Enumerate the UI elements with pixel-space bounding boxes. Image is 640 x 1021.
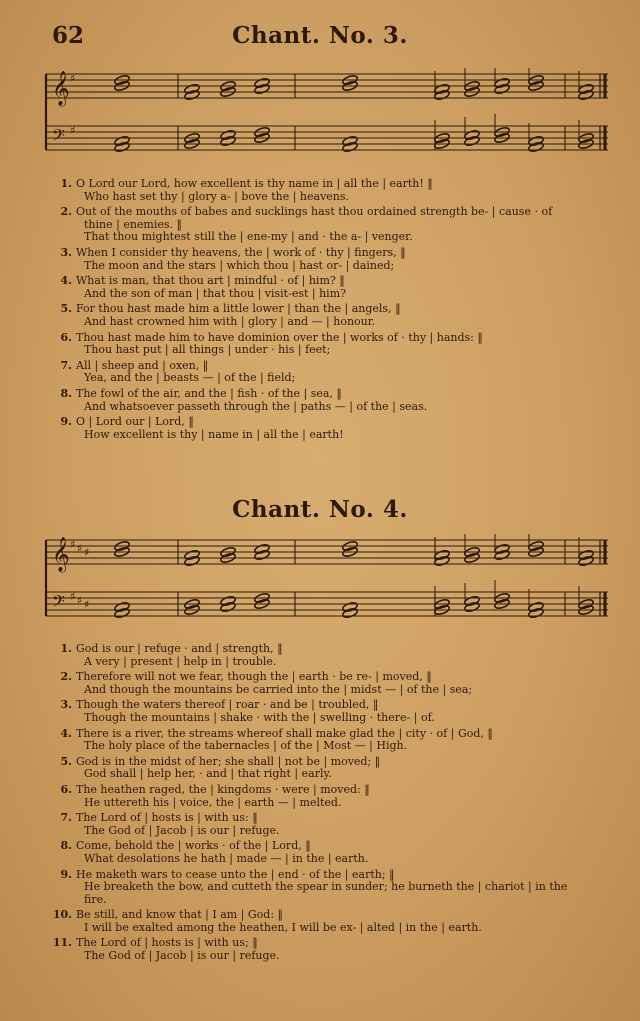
verse bbox=[52, 247, 612, 272]
verse-number: 10. bbox=[52, 908, 72, 922]
verse bbox=[52, 699, 612, 724]
note-head bbox=[220, 601, 236, 612]
verse bbox=[52, 671, 612, 696]
note-head bbox=[528, 135, 544, 146]
verse-text: That thou mightest still the | ene-my | and · the a- | venger. bbox=[84, 230, 413, 244]
verse-line bbox=[52, 909, 612, 922]
verse-line bbox=[52, 712, 612, 725]
verse bbox=[52, 416, 612, 441]
verse-text: God shall | help her, · and | that right | early. bbox=[84, 767, 332, 781]
note-head bbox=[114, 607, 130, 618]
chant-4-music-staff bbox=[40, 534, 612, 634]
verse-number: 5. bbox=[60, 302, 72, 316]
note-head bbox=[114, 141, 130, 152]
verse bbox=[52, 178, 612, 203]
verse bbox=[52, 643, 612, 668]
verse-text: For thou hast made him a little lower | than the | angels, ‖ bbox=[76, 302, 401, 316]
verse-text: Therefore will not we fear, though the | earth · be re- | moved, ‖ bbox=[76, 670, 432, 684]
verse-number: 4. bbox=[60, 274, 72, 288]
verse-text: O Lord our Lord, how excellent is thy name in | all the | earth! ‖ bbox=[76, 177, 433, 190]
verse-text: fire. bbox=[84, 892, 107, 906]
verse-text: All | sheep and | oxen, ‖ bbox=[76, 358, 209, 372]
note-head bbox=[254, 549, 270, 560]
verse-number: 2. bbox=[60, 205, 72, 219]
verse-line bbox=[52, 797, 612, 810]
verse-number: 9. bbox=[60, 415, 72, 429]
sharp-icon: ♯ bbox=[70, 538, 76, 551]
note-head bbox=[184, 549, 200, 560]
note-head bbox=[220, 129, 236, 140]
verse bbox=[52, 909, 612, 934]
verse-line bbox=[52, 784, 612, 797]
verse-line bbox=[52, 768, 612, 781]
verse-text: God is in the midst of her; she shall | not be | moved; ‖ bbox=[76, 754, 381, 768]
verse-text: The heathen raged, the | kingdoms · were | moved: ‖ bbox=[76, 782, 370, 796]
page-number: 62 bbox=[52, 22, 85, 49]
verse-line bbox=[52, 671, 612, 684]
verse-text: The God of | Jacob | is our | refuge. bbox=[84, 949, 280, 963]
verse bbox=[52, 360, 612, 385]
note-head bbox=[494, 549, 510, 560]
verse-text: What is man, that thou art | mindful · of | him? ‖ bbox=[76, 274, 345, 288]
verse bbox=[52, 756, 612, 781]
note-head bbox=[578, 555, 594, 566]
verse-text: Though the mountains | shake · with the | swelling · there- | of. bbox=[84, 710, 435, 724]
verse-line bbox=[52, 950, 612, 963]
note-head bbox=[528, 601, 544, 612]
note-head bbox=[342, 607, 358, 618]
chant-3-music-staff bbox=[40, 68, 612, 168]
verse-text: What desolations he hath | made — | in the | earth. bbox=[84, 851, 369, 865]
verse-number: 11. bbox=[52, 936, 72, 950]
verse-text: The Lord of | hosts is | with us: ‖ bbox=[76, 811, 258, 825]
verse-line bbox=[52, 853, 612, 866]
verse-number: 7. bbox=[60, 811, 72, 825]
verse-text: thine | enemies. ‖ bbox=[84, 217, 183, 231]
verse bbox=[52, 275, 612, 300]
verse-text: The moon and the stars | which thou | hast or- | dained; bbox=[84, 258, 395, 272]
note-head bbox=[494, 77, 510, 88]
verse-line bbox=[52, 643, 612, 656]
note-head bbox=[528, 141, 544, 152]
verse bbox=[52, 303, 612, 328]
verse-text: O | Lord our | Lord, ‖ bbox=[76, 415, 194, 429]
sharp-icon: ♯ bbox=[77, 542, 83, 555]
note-head bbox=[254, 83, 270, 94]
verse-text: Though the waters thereof | roar · and be | troubled, ‖ bbox=[76, 698, 379, 712]
verse-line bbox=[52, 401, 612, 414]
verse-line bbox=[52, 372, 612, 385]
verse-number: 8. bbox=[60, 839, 72, 853]
verse-line bbox=[52, 388, 612, 401]
note-head bbox=[342, 135, 358, 146]
verse-number: 4. bbox=[60, 726, 72, 740]
verse-line bbox=[52, 260, 612, 273]
verse-text: And whatsoever passeth through the | paths — | of the | seas. bbox=[84, 399, 428, 413]
verse-line bbox=[52, 922, 612, 935]
note-head bbox=[254, 77, 270, 88]
verse-text: And hast crowned him with | glory | and — | honour. bbox=[84, 314, 376, 328]
verse-line bbox=[52, 416, 612, 429]
verse-number: 3. bbox=[60, 698, 72, 712]
verse-line bbox=[52, 812, 612, 825]
verse-number: 1. bbox=[60, 642, 72, 655]
verse-text: Thou hast put | all things | under · his | feet; bbox=[84, 343, 331, 357]
note-head bbox=[494, 83, 510, 94]
verse-number: 5. bbox=[60, 754, 72, 768]
verse-text: Out of the mouths of babes and sucklings hast thou ordained strength be- | cause · of bbox=[76, 205, 553, 219]
note-head bbox=[578, 549, 594, 560]
sharp-icon: ♯ bbox=[70, 124, 76, 137]
verse-text: I will be exalted among the heathen, I will be ex- | alted | in the | earth. bbox=[84, 920, 482, 934]
verse bbox=[52, 388, 612, 413]
note-head bbox=[434, 83, 450, 94]
verse-text: Who hast set thy | glory a- | bove the | heavens. bbox=[84, 189, 350, 203]
bass-clef-icon: 𝄢 bbox=[52, 591, 65, 615]
note-head bbox=[114, 135, 130, 146]
treble-clef-icon: 𝄞 bbox=[52, 71, 70, 106]
verse-line bbox=[52, 825, 612, 838]
verse-text: Yea, and the | beasts — | of the | field; bbox=[84, 371, 296, 385]
verse-line bbox=[52, 344, 612, 357]
verse-line bbox=[52, 288, 612, 301]
verse-line bbox=[52, 894, 612, 907]
verse bbox=[52, 812, 612, 837]
chant-4-title: Chant. No. 4. bbox=[232, 496, 408, 523]
verse-text: The God of | Jacob | is our | refuge. bbox=[84, 823, 280, 837]
verse-text: He maketh wars to cease unto the | end · of the | earth; ‖ bbox=[76, 867, 395, 881]
verse-text: He uttereth his | voice, the | earth — | melted. bbox=[84, 795, 342, 809]
verse-text: How excellent is thy | name in | all the | earth! bbox=[84, 427, 344, 441]
verse bbox=[52, 332, 612, 357]
note-head bbox=[578, 89, 594, 100]
sharp-icon: ♯ bbox=[84, 598, 90, 611]
verse-line bbox=[52, 206, 612, 219]
verse-line bbox=[52, 247, 612, 260]
verse-line bbox=[52, 740, 612, 753]
note-head bbox=[342, 601, 358, 612]
verse-text: God is our | refuge · and | strength, ‖ bbox=[76, 642, 283, 655]
verse-text: When I consider thy heavens, the | work of · thy | fingers, ‖ bbox=[76, 245, 406, 259]
note-head bbox=[464, 129, 480, 140]
verse-line bbox=[52, 191, 612, 204]
verse-number: 7. bbox=[60, 358, 72, 372]
note-head bbox=[434, 555, 450, 566]
note-head bbox=[184, 555, 200, 566]
verse-text: A very | present | help in | trouble. bbox=[84, 654, 277, 668]
verse-line bbox=[52, 316, 612, 329]
verse-line bbox=[52, 656, 612, 669]
verse bbox=[52, 784, 612, 809]
verse bbox=[52, 840, 612, 865]
sharp-icon: ♯ bbox=[77, 594, 83, 607]
verse-line bbox=[52, 881, 612, 894]
verse-text: He breaketh the bow, and cutteth the spear in sunder; he burneth the | chariot | in the bbox=[84, 880, 568, 894]
verse-text: Thou hast made him to have dominion over the | works of · thy | hands: ‖ bbox=[76, 330, 483, 344]
note-head bbox=[464, 595, 480, 606]
note-head bbox=[114, 601, 130, 612]
note-head bbox=[528, 607, 544, 618]
verse-number: 6. bbox=[60, 330, 72, 344]
chant-3-verses bbox=[52, 178, 612, 444]
verse-text: The Lord of | hosts is | with us; ‖ bbox=[76, 936, 258, 950]
verse-text: And though the mountains be carried into the | midst — | of the | sea; bbox=[84, 682, 473, 696]
treble-clef-icon: 𝄞 bbox=[52, 537, 70, 572]
verse-text: There is a river, the streams whereof shall make glad the | city · of | God, ‖ bbox=[76, 726, 493, 740]
verse-number: 6. bbox=[60, 782, 72, 796]
verse bbox=[52, 206, 612, 244]
note-head bbox=[434, 89, 450, 100]
verse bbox=[52, 937, 612, 962]
verse bbox=[52, 869, 612, 907]
note-head bbox=[254, 543, 270, 554]
note-head bbox=[578, 83, 594, 94]
verse-text: The holy place of the tabernacles | of the | Most — | High. bbox=[84, 739, 408, 753]
verse-line bbox=[52, 684, 612, 697]
verse-number: 1. bbox=[60, 177, 72, 190]
chant-4-verses bbox=[52, 643, 612, 966]
verse-number: 9. bbox=[60, 867, 72, 881]
verse bbox=[52, 728, 612, 753]
note-head bbox=[220, 595, 236, 606]
note-head bbox=[342, 141, 358, 152]
verse-number: 3. bbox=[60, 245, 72, 259]
note-head bbox=[464, 135, 480, 146]
verse-line bbox=[52, 429, 612, 442]
chant-3-title: Chant. No. 3. bbox=[232, 22, 408, 49]
verse-text: Be still, and know that | I am | God: ‖ bbox=[76, 908, 284, 922]
sharp-icon: ♯ bbox=[70, 72, 76, 85]
verse-line bbox=[52, 178, 612, 191]
bass-clef-icon: 𝄢 bbox=[52, 125, 65, 149]
note-head bbox=[184, 89, 200, 100]
sharp-icon: ♯ bbox=[70, 590, 76, 603]
sharp-icon: ♯ bbox=[84, 546, 90, 559]
note-head bbox=[184, 83, 200, 94]
note-head bbox=[494, 543, 510, 554]
note-head bbox=[220, 135, 236, 146]
note-head bbox=[464, 601, 480, 612]
verse-text: The fowl of the air, and the | fish · of the | sea, ‖ bbox=[76, 386, 342, 400]
verse-number: 8. bbox=[60, 386, 72, 400]
verse-text: Come, behold the | works · of the | Lord, ‖ bbox=[76, 839, 311, 853]
verse-number: 2. bbox=[60, 670, 72, 684]
note-head bbox=[434, 549, 450, 560]
verse-text: And the son of man | that thou | visit-est | him? bbox=[84, 286, 347, 300]
verse-line bbox=[52, 231, 612, 244]
verse-line bbox=[52, 275, 612, 288]
